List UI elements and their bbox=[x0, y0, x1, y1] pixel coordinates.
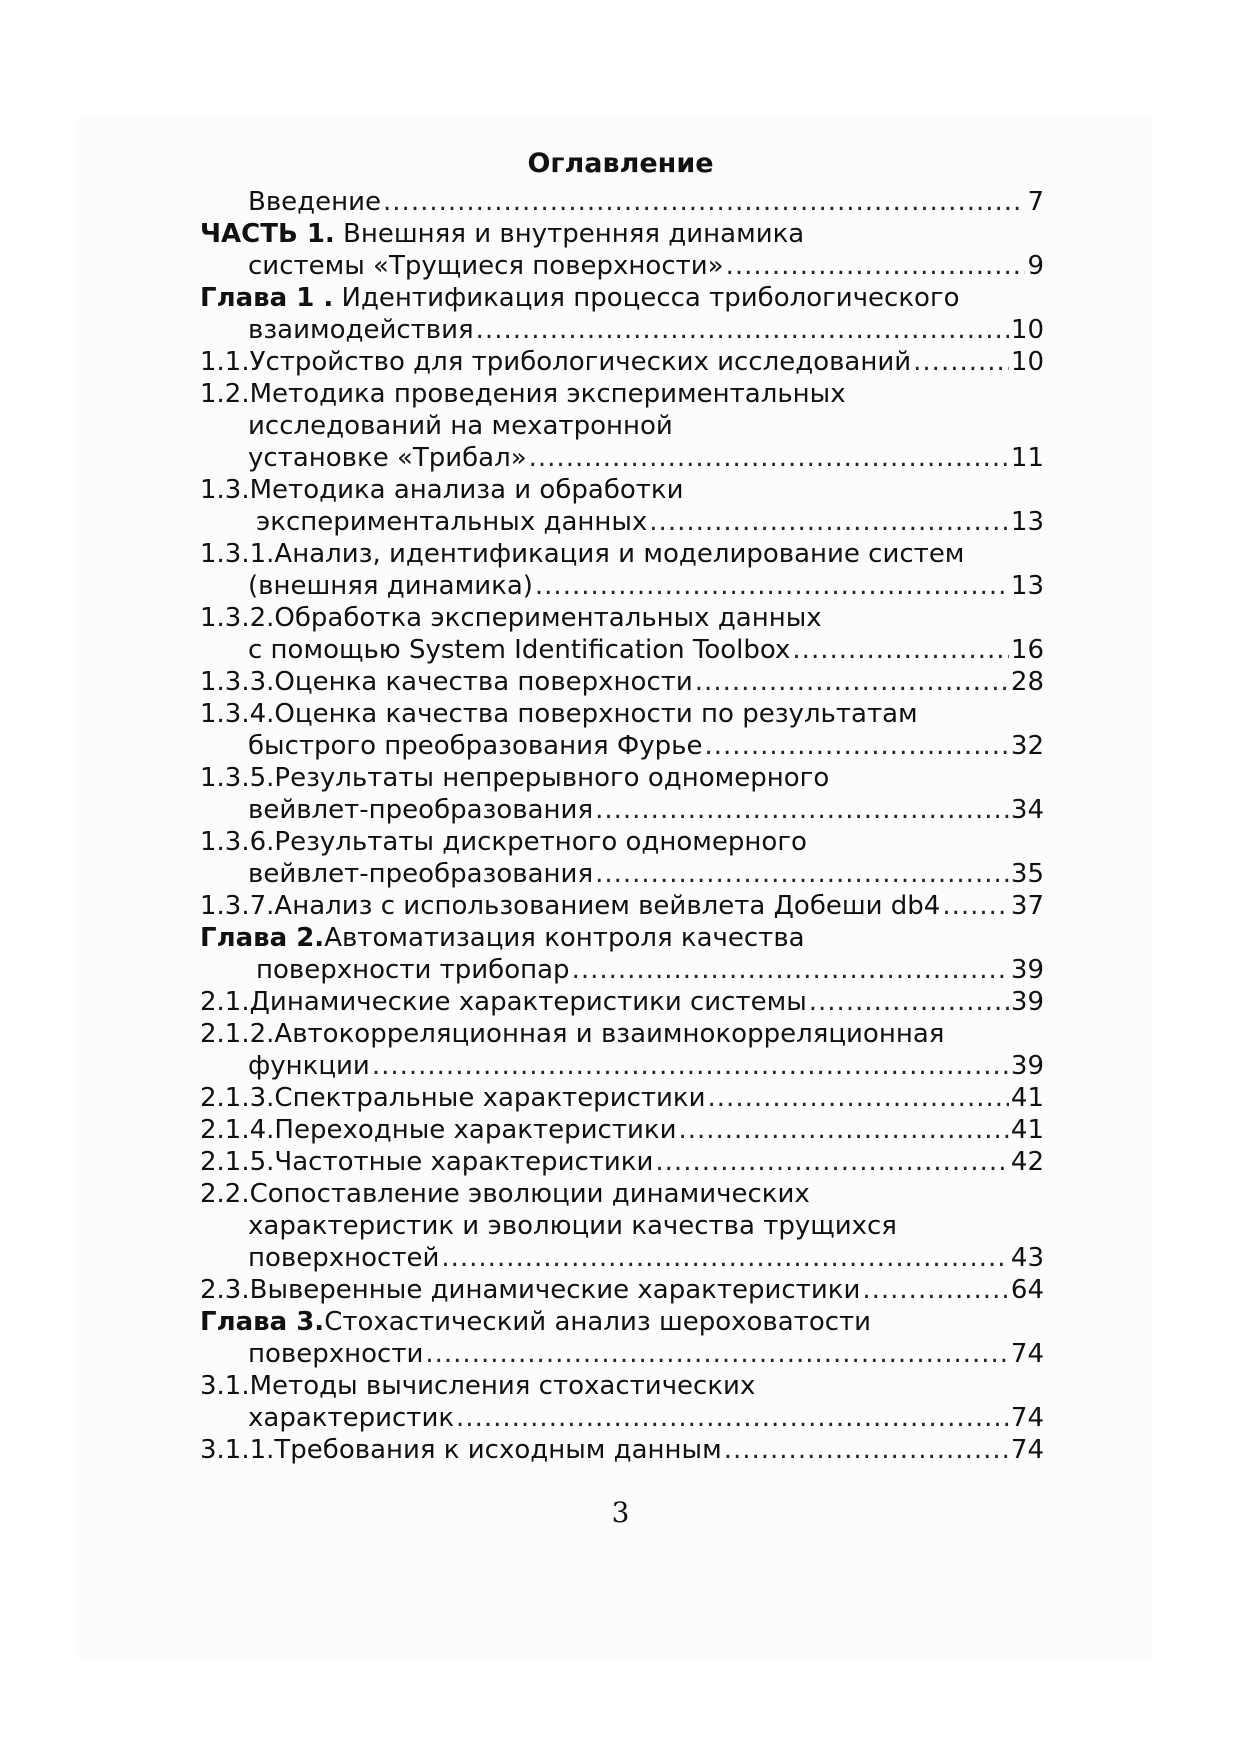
toc-line bbox=[200, 794, 1044, 826]
toc-entry-text: быстрого преобразования Фурье bbox=[248, 731, 703, 761]
toc-heading-text: Внешняя и внутренняя динамика bbox=[334, 219, 805, 249]
toc-heading-label: Глава 1 . bbox=[200, 283, 334, 313]
toc-entry-text: системы «Трущиеся поверхности» bbox=[248, 251, 724, 281]
toc-heading-text: 1.3.4.Оценка качества поверхности по результатам bbox=[200, 699, 918, 729]
toc-page-number: 9 bbox=[1027, 251, 1044, 281]
toc-heading-text: Стохастический анализ шероховатости bbox=[324, 1307, 872, 1337]
toc-line bbox=[200, 858, 1044, 890]
toc-heading-text: 1.2.Методика проведения экспериментальных bbox=[200, 379, 846, 409]
toc-entry-text: 2.1.Динамические характеристики системы bbox=[200, 987, 807, 1017]
toc-heading-text: 1.3.2.Обработка экспериментальных данных bbox=[200, 603, 822, 633]
toc-page-number: 41 bbox=[1010, 1083, 1044, 1113]
toc-line bbox=[200, 666, 1044, 698]
toc-entry-text: 2.1.4.Переходные характеристики bbox=[200, 1115, 677, 1145]
toc-title: Оглавление bbox=[527, 148, 714, 179]
toc-entry-text: Введение bbox=[248, 187, 382, 217]
toc-page-number: 39 bbox=[1010, 955, 1044, 985]
toc-heading-text: 2.1.2.Автокорреляционная и взаимнокорреляционная bbox=[200, 1019, 945, 1049]
toc-page-number: 34 bbox=[1010, 795, 1044, 825]
toc-line bbox=[200, 186, 1044, 218]
toc-line bbox=[200, 1242, 1044, 1274]
toc-leader-dots bbox=[708, 1082, 1009, 1114]
toc-entry-text: 1.1.Устройство для трибологических исследований bbox=[200, 347, 912, 377]
toc-entry-text: функции bbox=[248, 1051, 370, 1081]
toc-line bbox=[200, 890, 1044, 922]
toc-leader-dots bbox=[441, 1242, 1009, 1274]
table-of-contents bbox=[200, 186, 1044, 1466]
toc-page-number: 10 bbox=[1010, 347, 1044, 377]
toc-page-number: 74 bbox=[1010, 1403, 1044, 1433]
toc-entry-text: характеристик bbox=[248, 1403, 455, 1433]
toc-page-number: 41 bbox=[1010, 1115, 1044, 1145]
toc-leader-dots bbox=[372, 1050, 1009, 1082]
toc-heading-text: 2.2.Сопоставление эволюции динамических bbox=[200, 1179, 810, 1209]
toc-leader-dots bbox=[535, 570, 1009, 602]
toc-entry-text: поверхности bbox=[248, 1339, 424, 1369]
toc-leader-dots bbox=[425, 1338, 1009, 1370]
toc-entry-text: взаимодействия bbox=[248, 315, 474, 345]
toc-leader-dots bbox=[726, 250, 1026, 282]
toc-leader-dots bbox=[705, 730, 1009, 762]
toc-entry-text: 1.3.3.Оценка качества поверхности bbox=[200, 667, 693, 697]
toc-line bbox=[200, 1210, 1044, 1242]
toc-line bbox=[200, 1114, 1044, 1146]
toc-line bbox=[200, 378, 1044, 410]
page-number: 3 bbox=[611, 1496, 630, 1529]
toc-page-number: 74 bbox=[1010, 1339, 1044, 1369]
toc-line bbox=[200, 602, 1044, 634]
toc-page-number: 39 bbox=[1010, 987, 1044, 1017]
toc-line bbox=[200, 1370, 1044, 1402]
toc-line bbox=[200, 826, 1044, 858]
toc-entry-text: с помощью System Identification Toolbox bbox=[248, 635, 791, 665]
toc-entry-text: 2.1.5.Частотные характеристики bbox=[200, 1147, 654, 1177]
toc-heading-text: 1.3.5.Результаты непрерывного одномерного bbox=[200, 763, 830, 793]
toc-line bbox=[200, 954, 1044, 986]
toc-leader-dots bbox=[695, 666, 1009, 698]
toc-line bbox=[200, 346, 1044, 378]
toc-leader-dots bbox=[383, 186, 1025, 218]
toc-leader-dots bbox=[724, 1434, 1009, 1466]
toc-heading-text: 1.3.Методика анализа и обработки bbox=[200, 475, 684, 505]
toc-line bbox=[200, 1434, 1044, 1466]
toc-page-number: 10 bbox=[1010, 315, 1044, 345]
toc-page-number: 64 bbox=[1010, 1275, 1044, 1305]
toc-line bbox=[200, 474, 1044, 506]
toc-heading-label: ЧАСТЬ 1. bbox=[200, 219, 335, 249]
toc-leader-dots bbox=[678, 1114, 1008, 1146]
toc-heading-text: Автоматизация контроля качества bbox=[324, 923, 805, 953]
toc-heading-label: Глава 2. bbox=[200, 923, 325, 953]
toc-page-number: 11 bbox=[1010, 443, 1044, 473]
toc-entry-text: вейвлет-преобразования bbox=[248, 859, 594, 889]
toc-entry-text: 1.3.7.Анализ с использованием вейвлета Добеши db4 bbox=[200, 891, 941, 921]
toc-page-number: 16 bbox=[1010, 635, 1044, 665]
toc-line bbox=[200, 1338, 1044, 1370]
toc-line bbox=[200, 730, 1044, 762]
toc-leader-dots bbox=[862, 1274, 1009, 1306]
toc-line bbox=[200, 506, 1044, 538]
toc-page-number: 13 bbox=[1010, 571, 1044, 601]
toc-line bbox=[200, 634, 1044, 666]
toc-page-number: 37 bbox=[1010, 891, 1044, 921]
toc-page-number: 13 bbox=[1010, 507, 1044, 537]
toc-heading-label: Глава 3. bbox=[200, 1307, 325, 1337]
toc-page-number: 74 bbox=[1010, 1435, 1044, 1465]
toc-leader-dots bbox=[595, 858, 1009, 890]
toc-line bbox=[200, 1082, 1044, 1114]
toc-line bbox=[200, 986, 1044, 1018]
toc-line bbox=[200, 1402, 1044, 1434]
toc-leader-dots bbox=[942, 890, 1009, 922]
toc-line bbox=[200, 1178, 1044, 1210]
toc-leader-dots bbox=[649, 506, 1009, 538]
toc-line bbox=[200, 250, 1044, 282]
toc-leader-dots bbox=[456, 1402, 1009, 1434]
toc-entry-text: поверхностей bbox=[248, 1243, 440, 1273]
toc-line bbox=[200, 1306, 1044, 1338]
toc-line bbox=[200, 922, 1044, 954]
toc-entry-text: 2.1.3.Спектральные характеристики bbox=[200, 1083, 706, 1113]
toc-line bbox=[200, 698, 1044, 730]
toc-heading-text: 1.3.1.Анализ, идентификация и моделирование систем bbox=[200, 539, 965, 569]
toc-entry-text: экспериментальных данных bbox=[256, 507, 648, 537]
toc-line bbox=[200, 314, 1044, 346]
toc-leader-dots bbox=[595, 794, 1009, 826]
toc-line bbox=[200, 1018, 1044, 1050]
toc-leader-dots bbox=[655, 1146, 1009, 1178]
toc-line bbox=[200, 218, 1044, 250]
toc-heading-text: исследований на мехатронной bbox=[248, 411, 673, 441]
toc-entry-text: установке «Трибал» bbox=[248, 443, 527, 473]
toc-leader-dots bbox=[913, 346, 1009, 378]
toc-page-number: 28 bbox=[1010, 667, 1044, 697]
toc-line bbox=[200, 410, 1044, 442]
toc-heading-text: 1.3.6.Результаты дискретного одномерного bbox=[200, 827, 807, 857]
toc-page-number: 39 bbox=[1010, 1051, 1044, 1081]
toc-heading-text: 3.1.Методы вычисления стохастических bbox=[200, 1371, 756, 1401]
toc-page-number: 42 bbox=[1010, 1147, 1044, 1177]
toc-line bbox=[200, 1146, 1044, 1178]
toc-heading-text: Идентификация процесса трибологического bbox=[333, 283, 960, 313]
toc-line bbox=[200, 570, 1044, 602]
toc-page-number: 35 bbox=[1010, 859, 1044, 889]
toc-page-number: 43 bbox=[1010, 1243, 1044, 1273]
toc-line bbox=[200, 282, 1044, 314]
toc-line bbox=[200, 1274, 1044, 1306]
toc-leader-dots bbox=[572, 954, 1009, 986]
toc-leader-dots bbox=[529, 442, 1009, 474]
toc-entry-text: 2.3.Выверенные динамические характеристики bbox=[200, 1275, 861, 1305]
toc-line bbox=[200, 1050, 1044, 1082]
toc-page-number: 32 bbox=[1010, 731, 1044, 761]
toc-line bbox=[200, 762, 1044, 794]
toc-entry-text: 3.1.1.Требования к исходным данным bbox=[200, 1435, 722, 1465]
toc-leader-dots bbox=[476, 314, 1009, 346]
toc-page-number: 7 bbox=[1027, 187, 1044, 217]
toc-heading-text: характеристик и эволюции качества трущихся bbox=[248, 1211, 897, 1241]
toc-line bbox=[200, 538, 1044, 570]
toc-leader-dots bbox=[792, 634, 1008, 666]
toc-line bbox=[200, 442, 1044, 474]
toc-entry-text: (внешняя динамика) bbox=[248, 571, 533, 601]
toc-leader-dots bbox=[809, 986, 1009, 1018]
toc-entry-text: вейвлет-преобразования bbox=[248, 795, 594, 825]
toc-entry-text: поверхности трибопар bbox=[256, 955, 570, 985]
